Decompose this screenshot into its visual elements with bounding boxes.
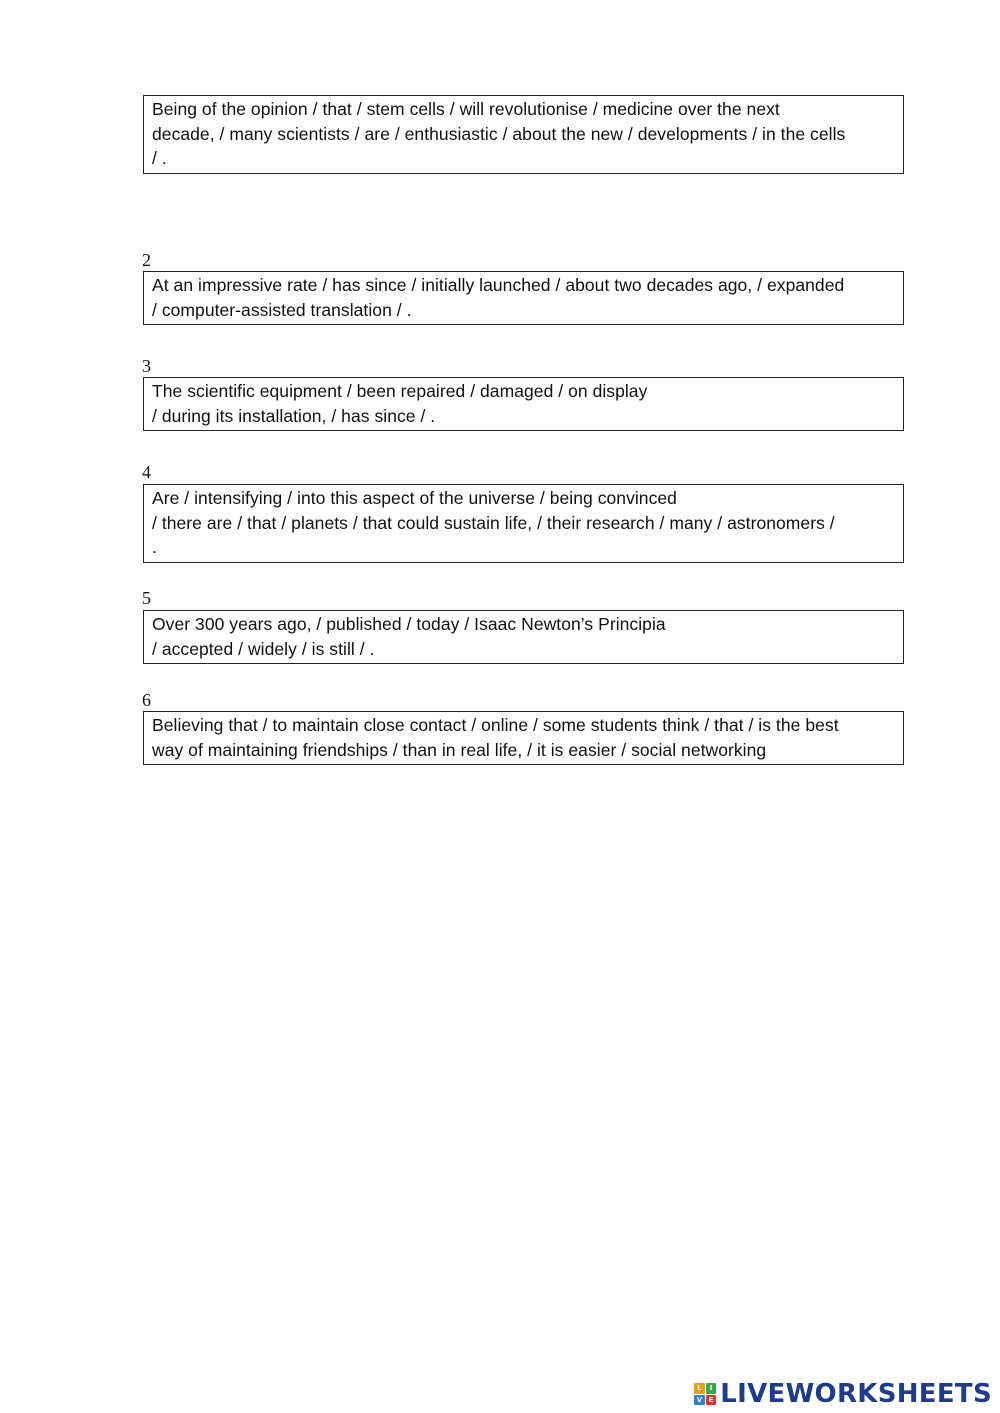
sentence-box-6: [143, 711, 904, 765]
sentence-box-2: [143, 271, 904, 325]
item-number-2: 2: [142, 250, 151, 270]
sentence-line: Believing that / to maintain close contact / online / some students think / that / is the best: [152, 715, 839, 735]
sentence-line: decade, / many scientists / are / enthusiastic / about the new / developments / in the cells: [152, 123, 846, 144]
sentence-line: / during its installation, / has since / .: [152, 405, 436, 426]
logo-tile-e: E: [706, 1395, 717, 1406]
logo-text: LIVEWORKSHEETS: [720, 1379, 992, 1409]
sentence-line: / there are / that / planets / that could sustain life, / their research / many / astronomers /: [152, 512, 835, 533]
sentence-line: Are / intensifying / into this aspect of the universe / being convinced: [152, 488, 677, 508]
sentence-box-3: [143, 377, 904, 431]
sentence-line: .: [152, 537, 157, 557]
sentence-box-4: [143, 484, 904, 563]
sentence-line: / computer-assisted translation / .: [152, 299, 412, 320]
item-number-6: 6: [142, 690, 151, 710]
item-number-3: 3: [142, 356, 151, 376]
sentence-line: Being of the opinion / that / stem cells / will revolutionise / medicine over the next: [152, 99, 780, 119]
sentence-box-1: [143, 95, 904, 174]
logo-tiles-icon: [694, 1383, 716, 1405]
sentence-line: The scientific equipment / been repaired / damaged / on display: [152, 381, 648, 401]
item-number-5: 5: [142, 588, 151, 608]
logo-tile-l: L: [694, 1383, 705, 1394]
sentence-line: At an impressive rate / has since / initially launched / about two decades ago, / expanded: [152, 275, 845, 295]
liveworksheets-logo: [694, 1381, 992, 1407]
logo-tile-v: V: [694, 1395, 705, 1406]
sentence-line: / accepted / widely / is still / .: [152, 638, 375, 659]
sentence-line: / .: [152, 148, 167, 168]
sentence-box-5: [143, 610, 904, 664]
sentence-line: way of maintaining friendships / than in real life, / it is easier / social networking: [152, 739, 767, 760]
item-number-4: 4: [142, 462, 151, 482]
logo-tile-i: I: [706, 1383, 717, 1394]
sentence-line: Over 300 years ago, / published / today / Isaac Newton’s Principia: [152, 614, 666, 634]
